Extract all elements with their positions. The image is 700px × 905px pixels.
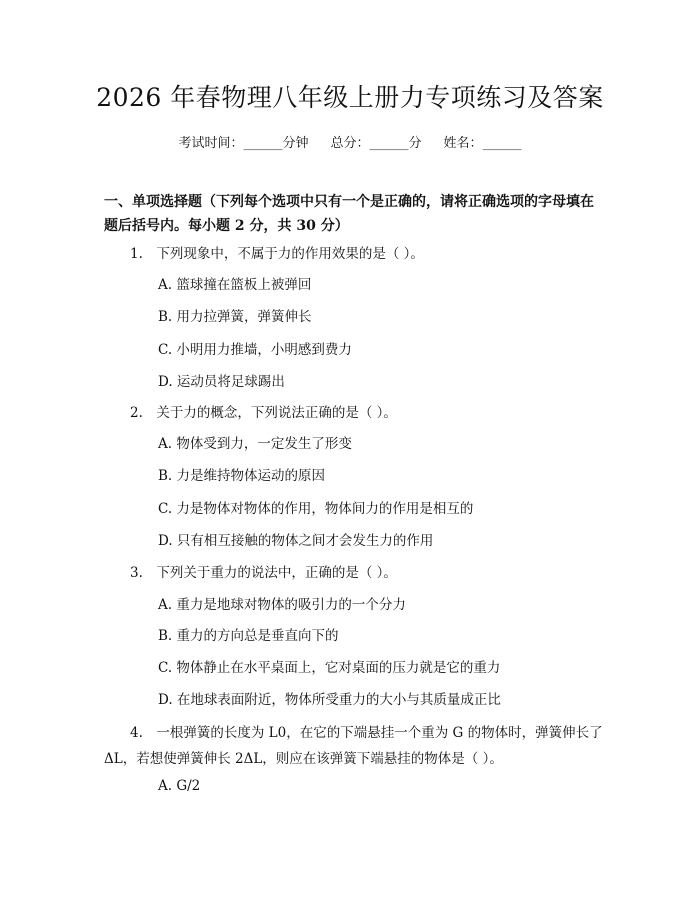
question-1-option-a: A. 篮球撞在篮板上被弹回 bbox=[158, 277, 312, 293]
question-1-stem: 1. 下列现象中，不属于力的作用效果的是（ ）。 bbox=[130, 246, 424, 262]
question-1-option-c: C. 小明用力推墙，小明感到费力 bbox=[158, 342, 352, 358]
question-3-option-c: C. 物体静止在水平桌面上，它对桌面的压力就是它的重力 bbox=[158, 660, 501, 676]
exam-time-field: 考试时间：______分钟 bbox=[178, 136, 309, 151]
page-title: 2026 年春物理八年级上册力专项练习及答案 bbox=[96, 83, 604, 112]
question-4-option-a: A. G/2 bbox=[158, 778, 201, 794]
question-4-stem-text: 4. 一根弹簧的长度为 L0，在它的下端悬挂一个重为 G 的物体时，弹簧伸长了 ΔL，若想使弹簧伸长 2ΔL，则应在该弹簧下端悬挂的物体是（ ）。 bbox=[104, 725, 603, 767]
section-heading: 一、单项选择题（下列每个选项中只有一个是正确的，请将正确选项的字母填在题后括号内。每小题 2 分，共 30 分） bbox=[104, 194, 594, 234]
question-2-option-a: A. 物体受到力，一定发生了形变 bbox=[158, 436, 352, 452]
question-4-stem bbox=[104, 720, 604, 772]
question-3-stem: 3. 下列关于重力的说法中，正确的是（ ）。 bbox=[130, 565, 397, 581]
question-2-option-c: C. 力是物体对物体的作用，物体间力的作用是相互的 bbox=[158, 501, 474, 517]
question-2-option-d: D. 只有相互接触的物体之间才会发生力的作用 bbox=[158, 533, 434, 549]
question-3-option-b: B. 重力的方向总是垂直向下的 bbox=[158, 628, 339, 644]
question-1-option-b: B. 用力拉弹簧，弹簧伸长 bbox=[158, 309, 312, 325]
question-1-option-d: D. 运动员将足球踢出 bbox=[158, 374, 285, 390]
question-3-option-a: A. 重力是地球对物体的吸引力的一个分力 bbox=[158, 597, 406, 613]
total-score-field: 总分：______分 bbox=[330, 136, 422, 151]
exam-info bbox=[0, 132, 700, 151]
question-2-stem: 2. 关于力的概念，下列说法正确的是（ ）。 bbox=[130, 405, 397, 421]
question-2-option-b: B. 力是维持物体运动的原因 bbox=[158, 468, 326, 484]
question-3-option-d: D. 在地球表面附近，物体所受重力的大小与其质量成正比 bbox=[158, 692, 501, 708]
name-field: 姓名：______ bbox=[443, 136, 522, 151]
